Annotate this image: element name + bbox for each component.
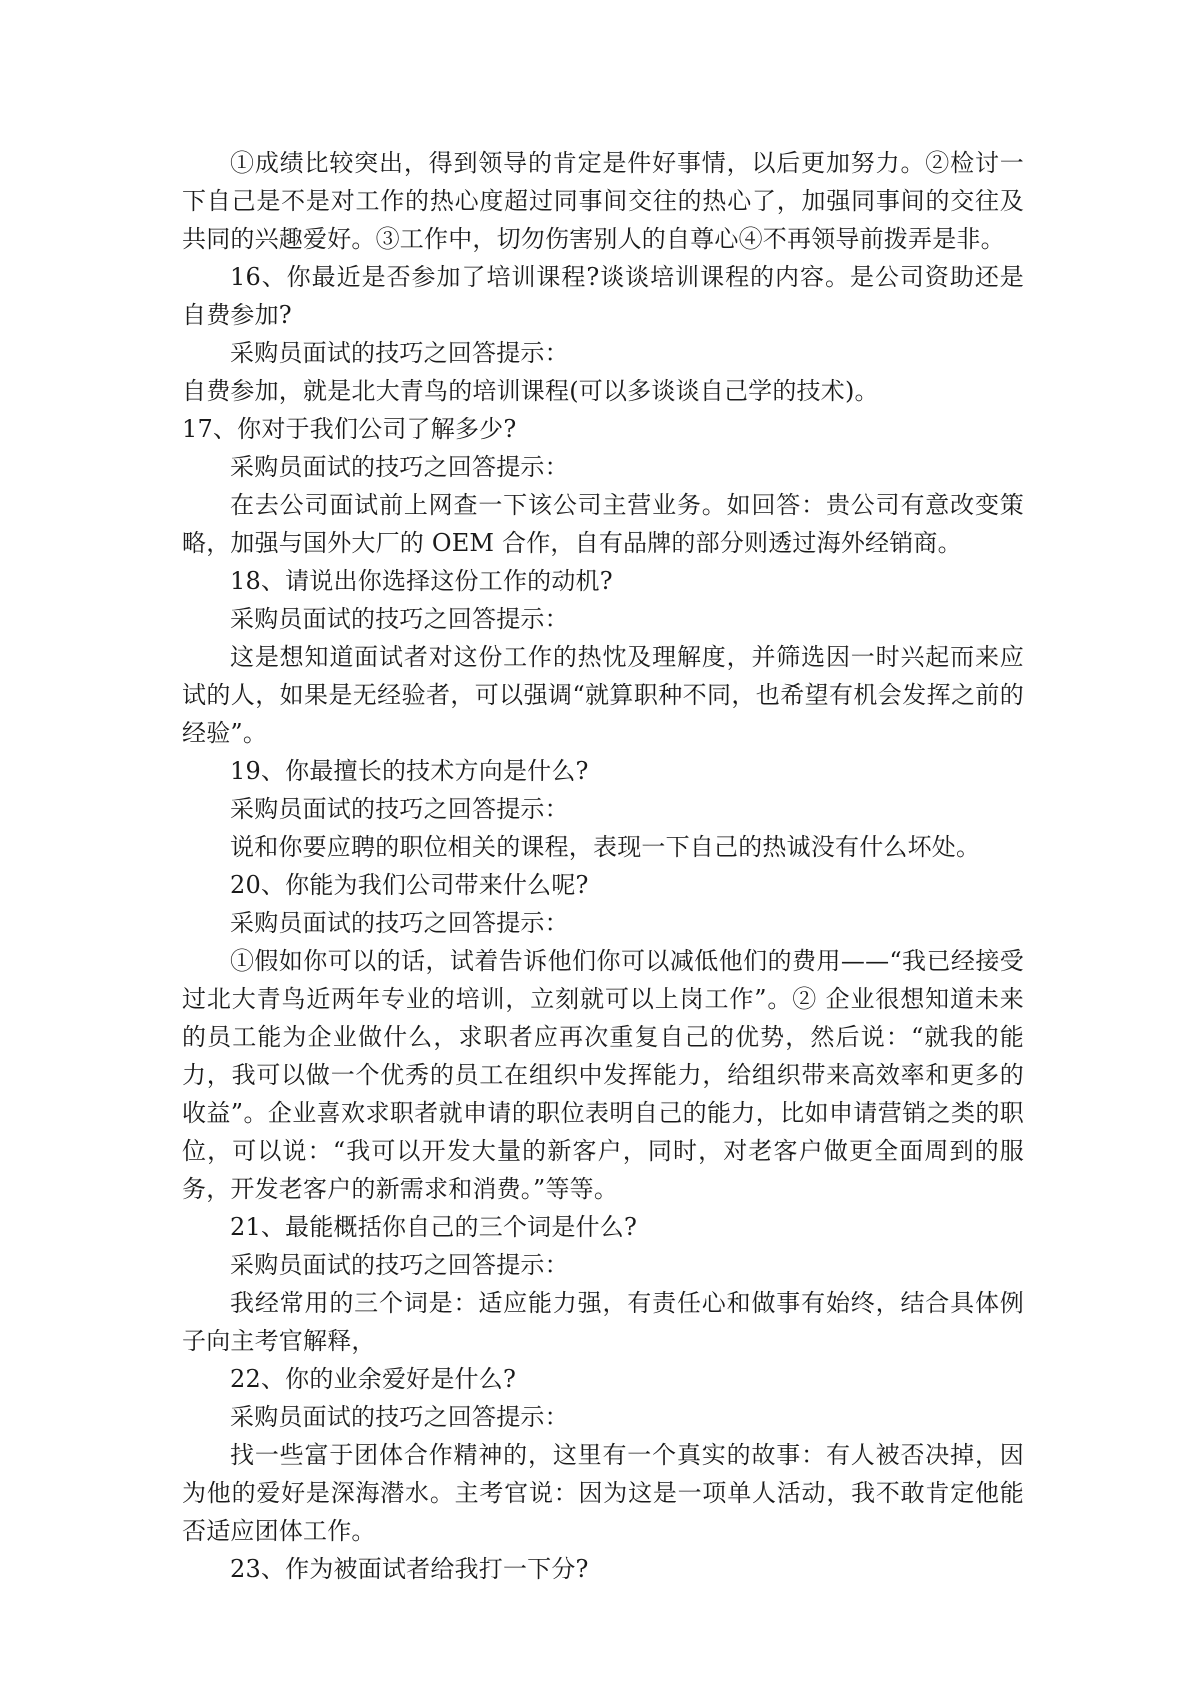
paragraph: 找一些富于团体合作精神的，这里有一个真实的故事：有人被否决掉，因为他的爱好是深海潜水。主考官说：因为这是一项单人活动，我不敢肯定他能否适应团体工作。 (182, 1441, 1024, 1545)
question-16: 16、你最近是否参加了培训课程?谈谈培训课程的内容。是公司资助还是自费参加? (182, 263, 1024, 329)
answer-hint-label: 采购员面试的技巧之回答提示： (230, 909, 569, 937)
question-20: 20、你能为我们公司带来什么呢? (230, 871, 589, 899)
document-body (182, 144, 1024, 1588)
paragraph: ①成绩比较突出，得到领导的肯定是件好事情，以后更加努力。②检讨一下自己是不是对工作的热心度超过同事间交往的热心了，加强同事间的交往及共同的兴趣爱好。③工作中，切勿伤害别人的自尊心④不再领导前拨弄是非。 (182, 149, 1024, 253)
answer-hint-label: 采购员面试的技巧之回答提示： (230, 795, 569, 823)
paragraph: 在去公司面试前上网查一下该公司主营业务。如回答：贵公司有意改变策略，加强与国外大厂的 OEM 合作，自有品牌的部分则透过海外经销商。 (182, 491, 1024, 557)
answer-hint-label: 采购员面试的技巧之回答提示： (230, 453, 569, 481)
paragraph: 我经常用的三个词是：适应能力强，有责任心和做事有始终，结合具体例子向主考官解释， (182, 1289, 1024, 1355)
question-22: 22、你的业余爱好是什么? (230, 1365, 517, 1393)
question-23: 23、作为被面试者给我打一下分? (230, 1555, 589, 1583)
question-17: 17、你对于我们公司了解多少? (182, 415, 517, 443)
paragraph: 这是想知道面试者对这份工作的热忱及理解度，并筛选因一时兴起而来应试的人，如果是无经验者，可以强调“就算职种不同，也希望有机会发挥之前的经验”。 (182, 643, 1024, 747)
answer-hint-label: 采购员面试的技巧之回答提示： (230, 1403, 569, 1431)
answer-hint-label: 采购员面试的技巧之回答提示： (230, 605, 569, 633)
answer-hint-label: 采购员面试的技巧之回答提示： (230, 339, 569, 367)
paragraph: 自费参加，就是北大青鸟的培训课程(可以多谈谈自己学的技术)。 (182, 377, 879, 405)
question-18: 18、请说出你选择这份工作的动机? (230, 567, 613, 595)
paragraph: 说和你要应聘的职位相关的课程，表现一下自己的热诚没有什么坏处。 (230, 833, 981, 861)
answer-hint-label: 采购员面试的技巧之回答提示： (230, 1251, 569, 1279)
paragraph: ①假如你可以的话，试着告诉他们你可以减低他们的费用——“我已经接受过北大青鸟近两年专业的培训，立刻就可以上岗工作”。② 企业很想知道未来的员工能为企业做什么，求职者应再次重复自己的优势，然后说：“就我的能力，我可以做一个优秀的员工在组织中发挥能力，给组织带来高效率和更多的收益”。企业喜欢求职者就申请的职位表明自己的能力，比如申请营销之类的职位，可以说：“我可以开发大量的新客户，同时，对老客户做更全面周到的服务，开发老客户的新需求和消费。”等等。 (182, 947, 1024, 1203)
question-21: 21、最能概括你自己的三个词是什么? (230, 1213, 638, 1241)
question-19: 19、你最擅长的技术方向是什么? (230, 757, 589, 785)
